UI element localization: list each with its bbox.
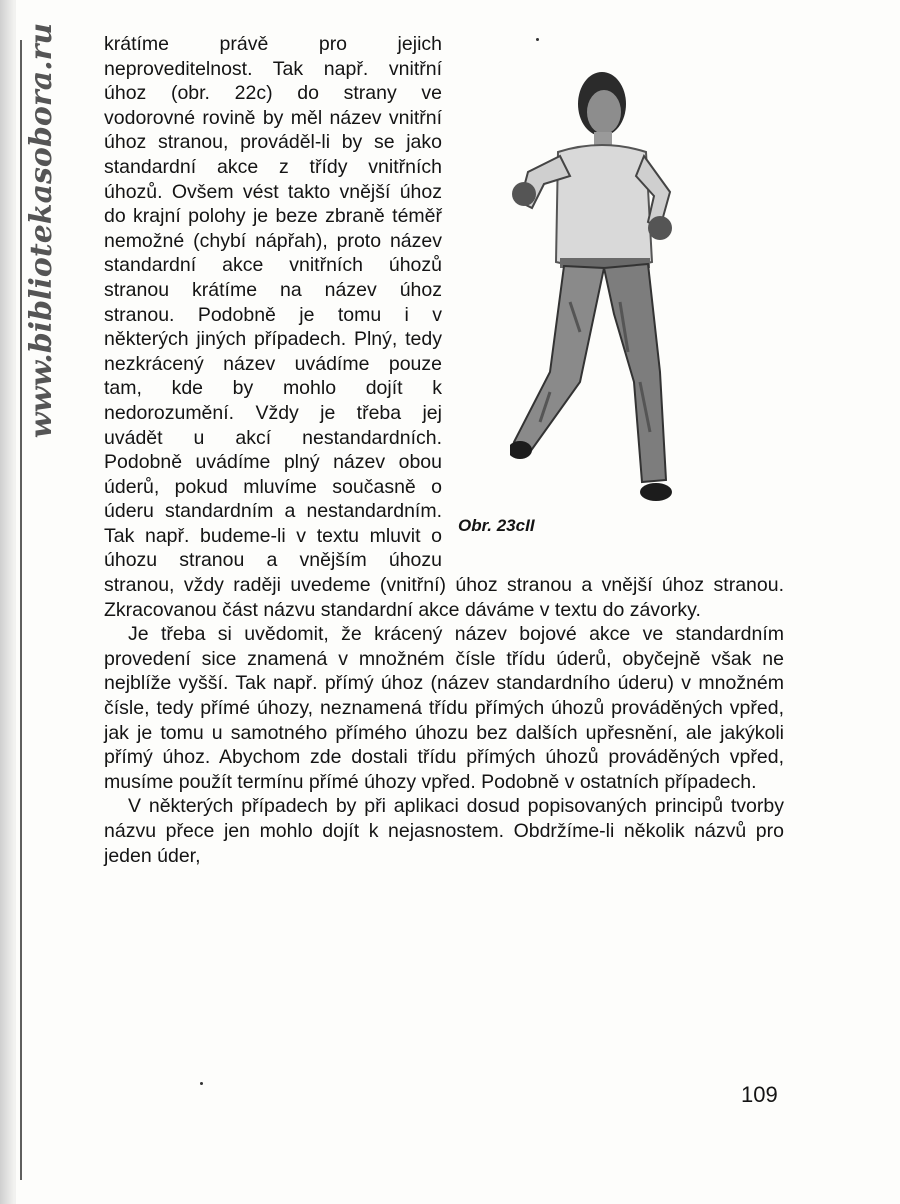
paragraph-1: krátíme právě pro jejich neproveditelnost. Tak např. vnitřní úhoz (obr. 22c) do strany ve vodorovné rovině by měl název vnitřní úhoz stranou, prováděl-li by se jako standardní akce z třídy vnitřních úhozů. Ovšem vést takto vnější úhoz do krajní polohy je beze zbraně téměř nemožné (chybí nápřah), proto název standardní akce vnitřních úhozů stranou krátíme na název úhoz stranou. Podobně je tomu i v některých jiných případech. Plný, tedy nezkrácený název uvádíme pouze tam, kde by mohlo dojít k nedorozumění. Vždy je třeba jej uvádět u akcí nestandardních. Podobně uvádíme plný název obou úderů, pokud mluvíme současně o úderu standardním a nestandardním. Tak např. budeme-li v textu mluvit o úhozu stranou a vnějším úhozu stranou, vždy raději uvedeme (vnitřní) úhoz stranou a vnější úhoz stranou. Zkracovanou část názvu standardní akce dáváme v textu do závorky.: [104, 33, 784, 621]
watermark: [18, 20, 66, 440]
page-number: 109: [741, 1082, 778, 1107]
person-fighting-stance-photo-icon: [510, 52, 700, 502]
figure-caption: Obr. 23cII: [458, 516, 535, 535]
paragraph-2: Je třeba si uvědomit, že krácený název bojové akce ve standardním provedení sice znamená v množném čísle třídu úderů, obyčejně však ne nejblíže vyšší. Tak např. přímý úhoz (název standardního úderu) v množném čísle, tedy přímé úhozy, neznamená třídu přímých úhozů prováděných vpřed, jak je tomu u samotného přímého úhozu bez dalších upřesnění, ale jakýkoli přímý úhoz. Abychom zde dostali třídu přímých úhozů prováděných vpřed, musíme použít termínu přímé úhozy vpřed. Podobně v ostatních případech.: [104, 623, 784, 793]
watermark-text: www.bibliotekasobora.ru: [24, 22, 60, 438]
body-text: [104, 32, 784, 868]
scan-speck: [200, 1082, 203, 1085]
paragraph-3: V některých případech by při aplikaci dosud popisovaných principů tvorby názvu přece jen mohlo dojít k nejasnostem. Obdržíme-li několik názvů pro jeden úder,: [104, 795, 784, 867]
scan-speck: [536, 38, 539, 41]
page-edge-shadow: [0, 0, 16, 1204]
figure: [450, 32, 784, 557]
